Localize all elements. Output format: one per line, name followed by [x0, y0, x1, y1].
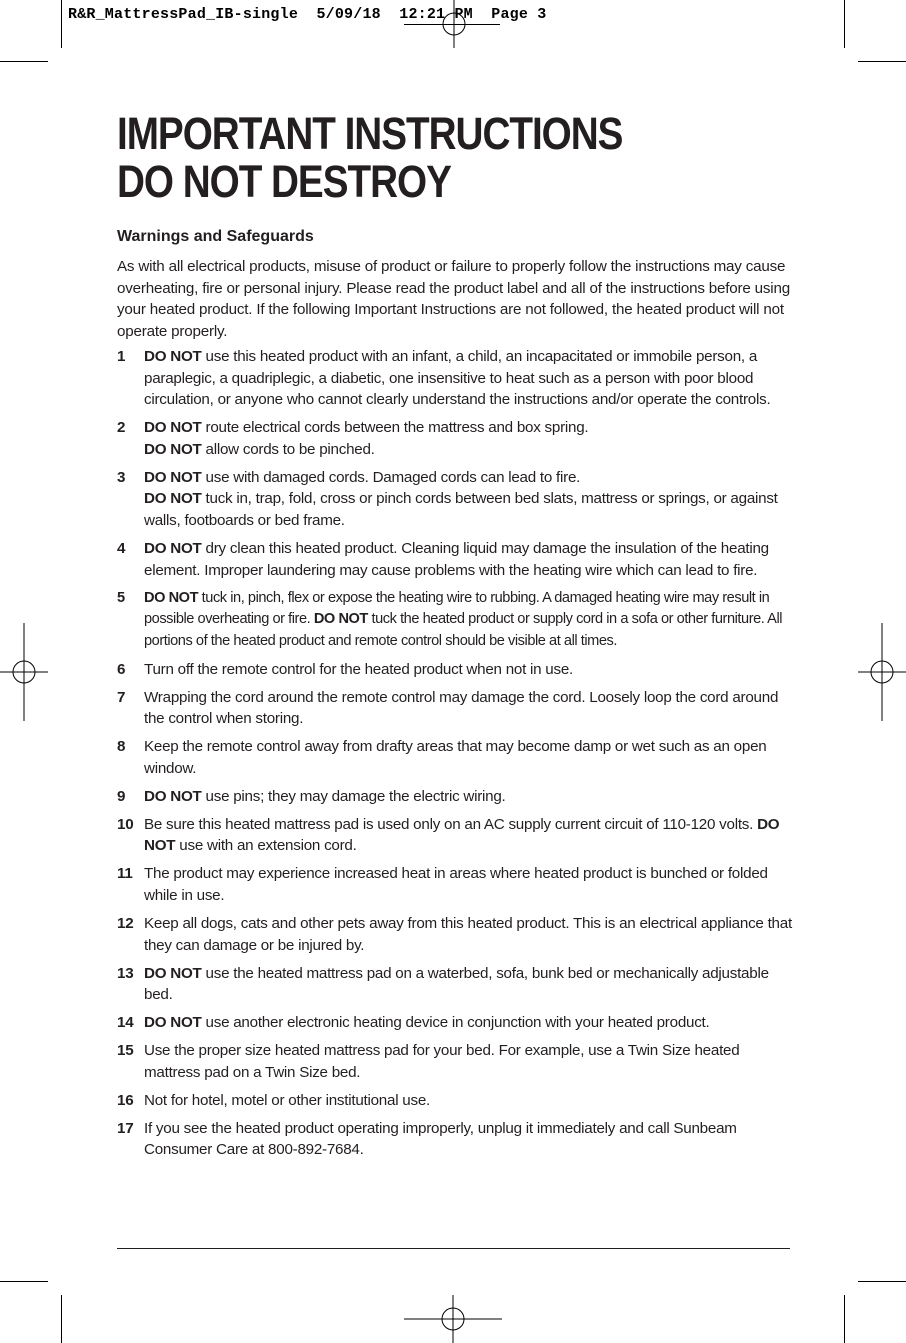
warning-number: 4: [117, 539, 126, 557]
warning-text: tuck the heated product or supply cord in a sofa or other furniture. All portions of the heated product and remote control should be visible at all times.: [144, 611, 783, 649]
do-not-emphasis: DO NOT: [144, 539, 202, 557]
do-not-emphasis: DO NOT: [144, 964, 202, 982]
warning-text: allow cords to be pinched.: [201, 440, 375, 458]
crop-mark-bottom-left-vertical: [61, 1295, 62, 1343]
warning-item: [117, 786, 797, 808]
crop-mark-bottom-left-horizontal: [0, 1281, 48, 1282]
warning-number: 10: [117, 815, 134, 833]
do-not-emphasis: DO NOT: [144, 348, 202, 365]
warning-text: use another electronic heating device in conjunction with your heated product.: [201, 1014, 710, 1032]
warning-number: 1: [117, 348, 126, 365]
warning-text: dry clean this heated product. Cleaning liquid may damage the insulation of the heating element. Improper laundering may cause problems with the heating wire which can lead to fire.: [144, 539, 769, 579]
warning-item: [117, 659, 797, 681]
warning-text: If you see the heated product operating improperly, unplug it immediately and call Sunbeam Consumer Care at 800-892-7684.: [144, 1119, 737, 1159]
do-not-emphasis: DO NOT: [313, 611, 368, 628]
warning-text: use pins; they may damage the electric wiring.: [201, 787, 506, 805]
crop-mark-bottom-right-vertical: [844, 1295, 845, 1343]
warning-number: 14: [117, 1014, 134, 1032]
warning-text: Be sure this heated mattress pad is used only on an AC supply current circuit of 110-120 volts.: [144, 815, 758, 833]
warning-text: Keep the remote control away from drafty areas that may become damp or wet such as an open window.: [144, 738, 767, 777]
warning-number: 13: [117, 964, 134, 982]
warning-text: use this heated product with an infant, a child, an incapacitated or immobile person, a paraplegic, a quadriplegic, a diabetic, one insensitive to heat such as a person with poor blood circulation, or anyone who cannot clearly understand the instructions and/or operate the controls.: [144, 348, 771, 409]
warning-item: [117, 1012, 797, 1034]
crop-mark-top-left-horizontal: [0, 61, 48, 62]
warning-text: use with damaged cords. Damaged cords can lead to fire.: [201, 468, 581, 486]
warning-number: 11: [117, 865, 133, 883]
warning-item: [117, 467, 797, 532]
warning-number: 16: [117, 1091, 134, 1109]
intro-paragraph: As with all electrical products, misuse of product or failure to properly follow the instructions may cause overheating, fire or personal injury. Please read the product label and all of the instructions before using your heated product. If the following Important Instructions are not followed, the heated product will not operate properly.: [117, 258, 790, 340]
warning-text: route electrical cords between the mattress and box spring.: [201, 419, 589, 437]
warning-item: [117, 1040, 797, 1083]
warning-number: 2: [117, 419, 126, 437]
section-heading: Warnings and Safeguards: [117, 228, 314, 245]
warning-number: 17: [117, 1119, 134, 1137]
warning-text: Turn off the remote control for the heated product when not in use.: [144, 660, 574, 678]
warning-number: 6: [117, 660, 126, 678]
do-not-emphasis: DO NOT: [144, 1014, 202, 1032]
warnings-list: [117, 346, 797, 1167]
warning-number: 3: [117, 468, 126, 486]
warning-text: Keep all dogs, cats and other pets away from this heated product. This is an electrical appliance that they can damage or be injured by.: [144, 914, 792, 954]
crop-mark-bottom-right-horizontal: [858, 1281, 906, 1282]
print-slug: R&R_MattressPad_IB-single 5/09/18 12:21 PM Page 3: [68, 6, 547, 23]
registration-mark-top-icon: [430, 0, 478, 48]
warning-number: 7: [117, 688, 126, 706]
crop-mark-top-left-vertical: [61, 0, 62, 48]
do-not-emphasis: DO NOT: [144, 419, 202, 437]
warning-item: [117, 963, 797, 1006]
warning-item: [117, 913, 797, 956]
warning-item: [117, 736, 797, 779]
do-not-emphasis: DO NOT: [144, 787, 202, 805]
page-title: [117, 110, 622, 206]
do-not-emphasis: DO NOT: [144, 589, 199, 606]
warning-text: use with an extension cord.: [175, 837, 357, 855]
registration-mark-bottom-icon: [404, 1295, 502, 1343]
crop-mark-top-right-horizontal: [858, 61, 906, 62]
warning-item: [117, 417, 797, 460]
warning-text: tuck in, pinch, flex or expose the heating wire to rubbing. A damaged heating wire may result in possible overheating or fire.: [144, 589, 770, 628]
do-not-emphasis: DO NOT: [144, 815, 780, 855]
do-not-emphasis: DO NOT: [144, 468, 202, 486]
warning-text: The product may experience increased heat in areas where heated product is bunched or folded while in use.: [144, 865, 768, 904]
do-not-emphasis: DO NOT: [144, 440, 202, 458]
warning-text: use the heated mattress pad on a waterbed, sofa, bunk bed or mechanically adjustable bed.: [144, 964, 769, 1004]
warning-text: Not for hotel, motel or other institutional use.: [144, 1091, 430, 1109]
warning-text: Use the proper size heated mattress pad for your bed. For example, use a Twin Size heated mattress pad on a Twin Size bed.: [144, 1042, 740, 1081]
warning-item: [117, 863, 797, 906]
warning-number: 12: [117, 914, 134, 932]
warning-number: 5: [117, 589, 125, 606]
warning-item: [117, 814, 797, 857]
title-line-1: IMPORTANT INSTRUCTIONS: [117, 108, 623, 159]
warning-item: [117, 687, 797, 730]
warning-item: [117, 538, 797, 581]
warning-text: tuck in, trap, fold, cross or pinch cords between bed slats, mattress or springs, or against walls, footboards or bed frame.: [144, 490, 778, 529]
registration-mark-right-icon: [858, 623, 906, 721]
warning-item: [117, 1090, 797, 1112]
warning-item: [117, 346, 797, 411]
warning-item: [117, 1118, 797, 1161]
warning-number: 15: [117, 1042, 134, 1060]
warning-number: 9: [117, 787, 126, 805]
registration-mark-left-icon: [0, 623, 48, 721]
warning-item: [117, 588, 797, 653]
title-line-2: DO NOT DESTROY: [117, 156, 451, 207]
crop-mark-top-right-vertical: [844, 0, 845, 48]
do-not-emphasis: DO NOT: [144, 490, 202, 508]
warning-number: 8: [117, 738, 126, 756]
warning-text: Wrapping the cord around the remote control may damage the cord. Loosely loop the cord around the control when storing.: [144, 688, 779, 728]
bottom-rule: [117, 1248, 790, 1249]
